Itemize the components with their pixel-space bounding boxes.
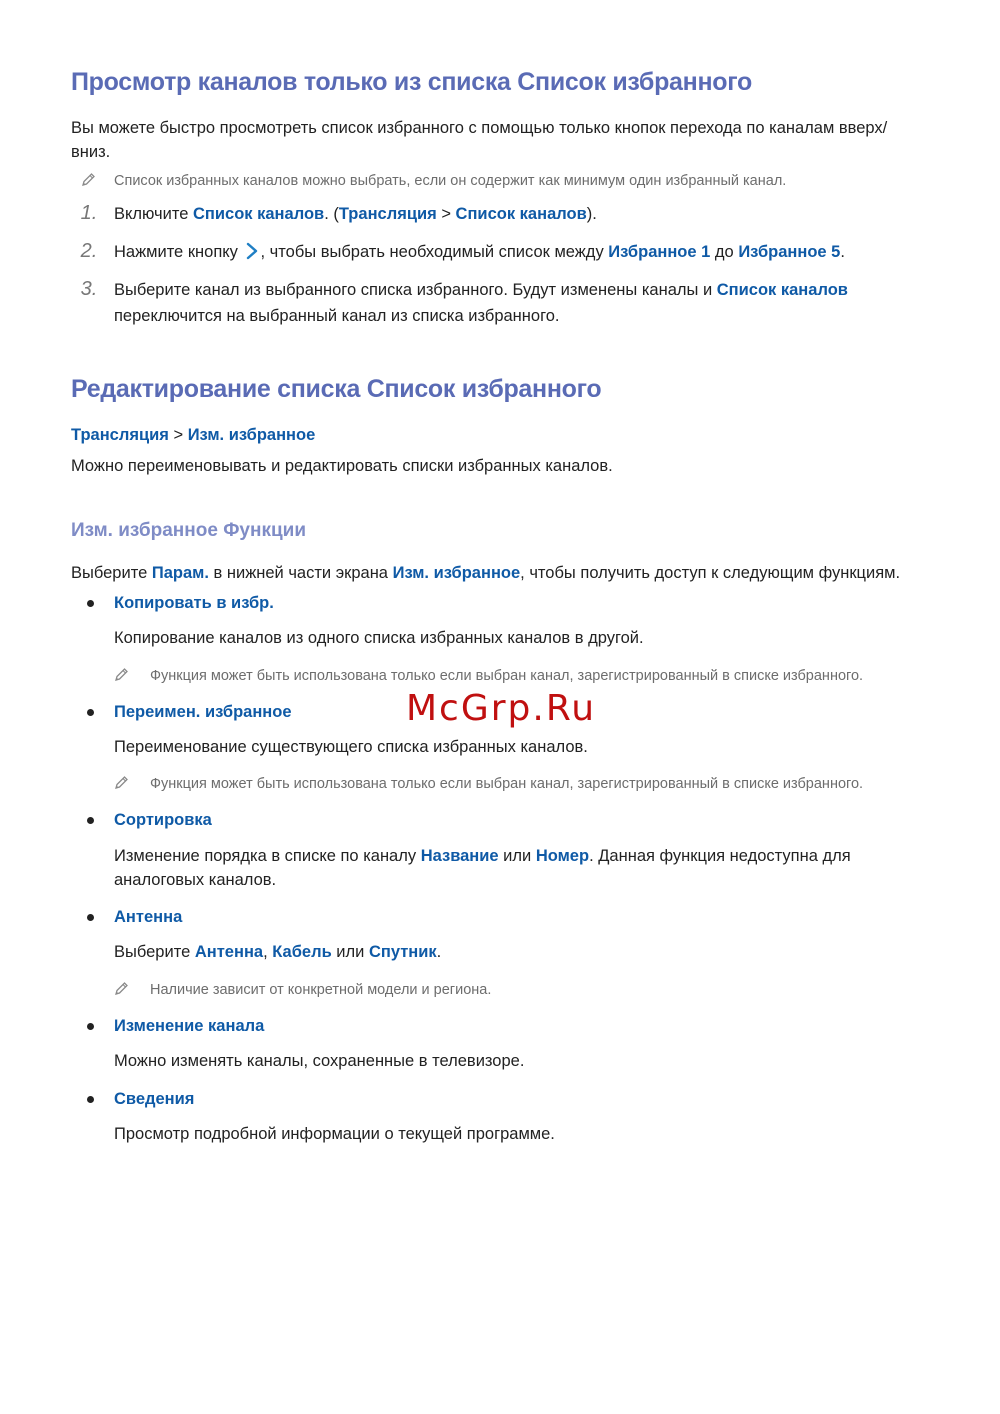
item-title-edit-channel: Изменение канала: [114, 1017, 265, 1035]
watermark: McGrp.Ru: [406, 688, 597, 729]
bullet-dot-icon: [87, 1096, 94, 1103]
keyword-edit-favorites: Изм. избранное: [392, 564, 521, 582]
step-2-text: Нажмите кнопку: [114, 243, 243, 261]
item-desc: Переименование существующего списка избранных каналов.: [114, 738, 588, 756]
bullet-dot-icon: [87, 709, 94, 716]
keyword-name: Название: [420, 847, 499, 865]
item-title-copy: Копировать в избр.: [114, 594, 274, 612]
step-3-text: Выберите канал из выбранного списка избранного. Будут изменены каналы и: [114, 281, 717, 299]
bullet-dot-icon: [87, 914, 94, 921]
item-desc: [114, 844, 851, 868]
keyword-channel-list: Список каналов: [193, 205, 325, 223]
breadcrumb: [71, 423, 315, 447]
pencil-icon: [113, 667, 129, 683]
item-desc: Можно изменять каналы, сохраненные в телевизоре.: [114, 1052, 525, 1070]
keyword-options: Парам.: [151, 564, 209, 582]
section2-title: Редактирование списка Список избранного: [71, 375, 602, 403]
intro-text: в нижней части экрана: [208, 564, 393, 582]
step-1: [114, 202, 597, 226]
keyword-favorites-5: Избранное 5: [738, 243, 841, 261]
item-desc: Просмотр подробной информации о текущей программе.: [114, 1125, 555, 1143]
subsection-intro: [71, 561, 900, 585]
pencil-icon: [80, 172, 96, 188]
step-2-text: до: [710, 243, 739, 261]
step-1-text: ).: [586, 205, 597, 223]
item-desc-text: ,: [263, 943, 273, 961]
bullet-dot-icon: [87, 600, 94, 607]
keyword-channel-list: Список каналов: [455, 205, 587, 223]
item-note: Наличие зависит от конкретной модели и региона.: [150, 982, 492, 998]
step-number: 2.: [80, 240, 98, 262]
keyword-cable: Кабель: [272, 943, 332, 961]
step-2-text: , чтобы выбрать необходимый список между: [260, 243, 609, 261]
breadcrumb-separator: >: [168, 426, 188, 444]
step-number: 3.: [80, 278, 98, 300]
item-title-antenna: Антенна: [114, 908, 183, 926]
breadcrumb-broadcast: Трансляция: [71, 426, 169, 444]
item-desc-text: или: [331, 943, 369, 961]
breadcrumb-edit-favorites: Изм. избранное: [187, 426, 316, 444]
intro-text: Выберите: [71, 564, 152, 582]
item-desc-text: или: [498, 847, 536, 865]
item-desc-text: Изменение порядка в списке по каналу: [114, 847, 421, 865]
item-title-info: Сведения: [114, 1090, 195, 1108]
item-title-sort: Сортировка: [114, 811, 212, 829]
keyword-broadcast: Трансляция: [338, 205, 437, 223]
item-note: Функция может быть использована только если выбран канал, зарегистрированный в списке избранного.: [150, 668, 864, 684]
item-desc: Копирование каналов из одного списка избранных каналов в другой.: [114, 629, 644, 647]
step-3-line1: [114, 278, 848, 302]
section1-title: Просмотр каналов только из списка Список избранного: [71, 68, 752, 96]
pencil-icon: [113, 775, 129, 791]
step-1-separator: >: [436, 205, 456, 223]
pencil-icon: [113, 981, 129, 997]
section2-desc: Можно переименовывать и редактировать списки избранных каналов.: [71, 457, 613, 475]
chevron-right-icon: [245, 242, 259, 260]
step-2-text: .: [840, 243, 845, 261]
keyword-satellite: Спутник: [368, 943, 437, 961]
item-title-rename: Переимен. избранное: [114, 703, 292, 721]
item-desc: [114, 940, 441, 964]
section1-intro-line2: вниз.: [71, 143, 111, 161]
item-desc-text: .: [436, 943, 442, 961]
section1-note: Список избранных каналов можно выбрать, если он содержит как минимум один избранный канал.: [114, 173, 787, 189]
keyword-favorites-1: Избранное 1: [608, 243, 711, 261]
intro-text: , чтобы получить доступ к следующим функциям.: [520, 564, 901, 582]
item-desc-text: . Данная функция недоступна для: [589, 847, 851, 865]
keyword-number: Номер: [535, 847, 590, 865]
item-desc-line2: аналоговых каналов.: [114, 871, 277, 889]
item-note: Функция может быть использована только если выбран канал, зарегистрированный в списке избранного.: [150, 776, 864, 792]
step-3-line2: переключится на выбранный канал из списка избранного.: [114, 307, 560, 325]
step-1-text: . (: [324, 205, 339, 223]
subsection-title: Изм. избранное Функции: [71, 520, 307, 541]
step-2: [114, 240, 845, 264]
step-number: 1.: [80, 202, 98, 224]
keyword-channel-list: Список каналов: [716, 281, 848, 299]
bullet-dot-icon: [87, 817, 94, 824]
bullet-dot-icon: [87, 1023, 94, 1030]
item-desc-text: Выберите: [114, 943, 195, 961]
keyword-antenna: Антенна: [194, 943, 264, 961]
section1-intro-line1: Вы можете быстро просмотреть список избранного с помощью только кнопок перехода по каналам вверх/: [71, 119, 888, 137]
step-1-text: Включите: [114, 205, 193, 223]
